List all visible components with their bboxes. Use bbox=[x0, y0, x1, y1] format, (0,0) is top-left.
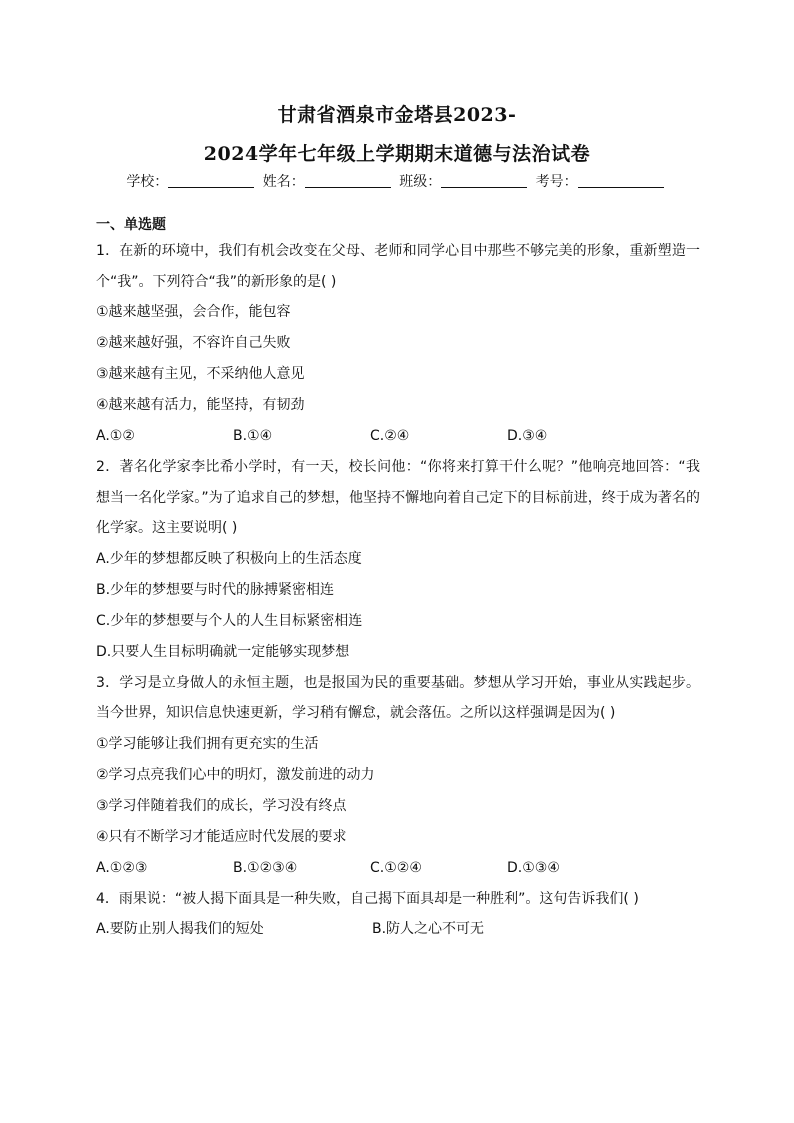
q4-option-b[interactable]: B.防人之心不可无 bbox=[372, 921, 485, 937]
q3-statement-4: ④只有不断学习才能适应时代发展的要求 bbox=[96, 828, 347, 845]
q3-option-b[interactable]: B.①②③④ bbox=[233, 859, 298, 876]
q1-statement-3: ③越来越有主见，不采纳他人意见 bbox=[96, 366, 305, 382]
q4-option-a[interactable]: A.要防止别人揭我们的短处 bbox=[96, 921, 264, 937]
q3-statement-3: ③学习伴随着我们的成长，学习没有终点 bbox=[96, 797, 347, 814]
q3-option-d[interactable]: D.①③④ bbox=[507, 859, 560, 876]
q1-option-c[interactable]: C.②④ bbox=[370, 428, 410, 444]
q3-statement-1: ①学习能够让我们拥有更充实的生活 bbox=[96, 735, 319, 752]
q3-option-c[interactable]: C.①②④ bbox=[370, 859, 422, 876]
q2-option-a[interactable]: A.少年的梦想都反映了积极向上的生活态度 bbox=[96, 550, 362, 567]
exam-title-line1: 甘肃省酒泉市金塔县2023- bbox=[277, 104, 517, 126]
class-label: 班级： bbox=[399, 174, 442, 190]
name-label: 姓名： bbox=[262, 174, 305, 190]
q1-statement-1: ①越来越坚强，会合作，能包容 bbox=[96, 304, 291, 320]
q3-statement-2: ②学习点亮我们心中的明灯，激发前进的动力 bbox=[96, 766, 375, 783]
q1-options bbox=[96, 421, 700, 452]
question-2-stem: 2．著名化学家李比希小学时，有一天，校长问他：“你将来打算干什么呢？”他响亮地回答：“我想当一名化学家。”为了追求自己的梦想，他坚持不懈地向着自己定下的目标前进，终于成为著名的化学家。这主要说明( ) bbox=[96, 459, 700, 536]
q3-options bbox=[96, 853, 700, 884]
q1-option-a[interactable]: A.①② bbox=[96, 428, 135, 444]
school-label: 学校： bbox=[126, 174, 169, 190]
q1-statement-4: ④越来越有活力，能坚持，有韧劲 bbox=[96, 397, 305, 413]
exam-content bbox=[96, 214, 700, 945]
question-1-stem: 1．在新的环境中，我们有机会改变在父母、老师和同学心目中那些不够完美的形象，重新塑造一个“我”。下列符合“我”的新形象的是( ) bbox=[96, 243, 700, 290]
exam-number-label: 考号： bbox=[535, 174, 578, 190]
question-4-stem: 4．雨果说：“被人揭下面具是一种失败，自己揭下面具却是一种胜利”。这句告诉我们( ) bbox=[96, 890, 639, 907]
q3-option-a[interactable]: A.①②③ bbox=[96, 859, 148, 876]
q2-option-b[interactable]: B.少年的梦想要与时代的脉搏紧密相连 bbox=[96, 581, 335, 598]
question-3-stem: 3．学习是立身做人的永恒主题，也是报国为民的重要基础。梦想从学习开始，事业从实践起步。当今世界，知识信息快速更新，学习稍有懈怠，就会落伍。之所以这样强调是因为( ) bbox=[96, 674, 700, 721]
class-blank[interactable] bbox=[441, 173, 527, 188]
q4-options bbox=[96, 914, 700, 945]
q1-statement-2: ②越来越好强，不容许自己失败 bbox=[96, 335, 291, 351]
section-heading: 一、单选题 bbox=[96, 217, 166, 233]
q1-option-d[interactable]: D.③④ bbox=[507, 428, 548, 444]
name-blank[interactable] bbox=[305, 173, 391, 188]
school-blank[interactable] bbox=[168, 173, 254, 188]
q2-option-d[interactable]: D.只要人生目标明确就一定能够实现梦想 bbox=[96, 643, 350, 660]
q1-option-b[interactable]: B.①④ bbox=[233, 428, 273, 444]
exam-number-blank[interactable] bbox=[578, 173, 664, 188]
exam-title-line2: 2024学年七年级上学期期末道德与法治试卷 bbox=[203, 143, 591, 165]
student-info-line bbox=[0, 171, 794, 191]
q2-option-c[interactable]: C.少年的梦想要与个人的人生目标紧密相连 bbox=[96, 612, 363, 629]
